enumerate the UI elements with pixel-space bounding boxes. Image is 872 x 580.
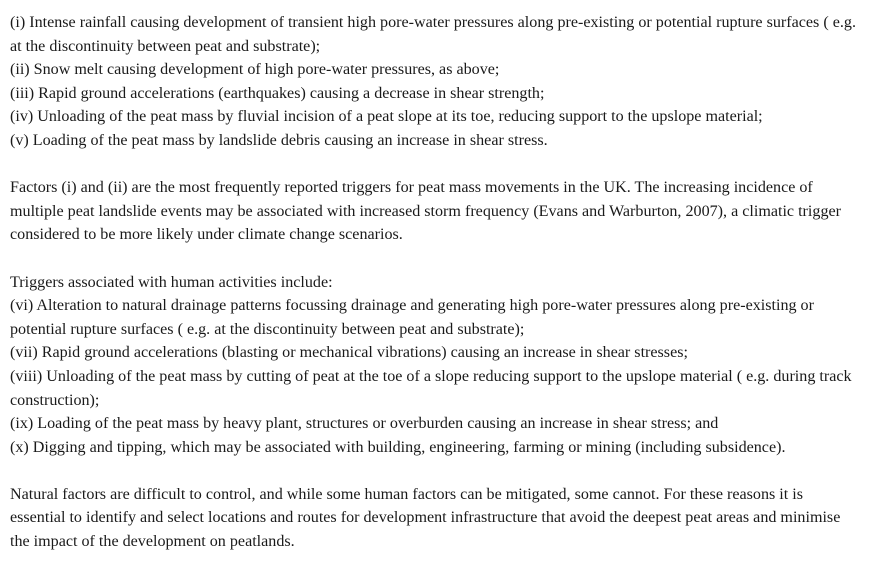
- human-triggers-intro: Triggers associated with human activities include:: [10, 273, 333, 291]
- paragraph-spacer: [10, 153, 862, 177]
- paragraph-spacer: [10, 247, 862, 271]
- list-item: (iv) Unloading of the peat mass by fluvial incision of a peat slope at its toe, reducing support to the upslope material;: [10, 108, 763, 126]
- list-item: (vii) Rapid ground accelerations (blasting or mechanical vibrations) causing an increase in shear stresses;: [10, 344, 688, 362]
- natural-triggers-list: [10, 11, 862, 153]
- paragraph-spacer: [10, 459, 862, 483]
- human-triggers-section: [10, 271, 862, 460]
- list-item: (v) Loading of the peat mass by landslide debris causing an increase in shear stress.: [10, 131, 548, 149]
- document-body: [10, 11, 862, 554]
- conclusion-paragraph: Natural factors are difficult to control, and while some human factors can be mitigated, some cannot. For these reasons it is essential to identify and select locations and routes for development infrastructure that avoid the deepest peat areas and minimise the impact of the development on peatlands.: [10, 485, 841, 551]
- list-item: (ix) Loading of the peat mass by heavy plant, structures or overburden causing an increase in shear stress; and: [10, 415, 719, 433]
- factors-paragraph: Factors (i) and (ii) are the most frequently reported triggers for peat mass movements in the UK. The increasing incidence of multiple peat landslide events may be associated with increased storm frequency (Evans and Warburton, 2007), a climatic trigger considered to be more likely under climate change scenarios.: [10, 179, 841, 244]
- list-item: (viii) Unloading of the peat mass by cutting of peat at the toe of a slope reducing support to the upslope material ( e.g. during track construction);: [10, 367, 852, 409]
- list-item: (ii) Snow melt causing development of high pore-water pressures, as above;: [10, 61, 500, 79]
- list-item: (vi) Alteration to natural drainage patterns focussing drainage and generating high pore-water pressures along pre-existing or potential rupture surfaces ( e.g. at the discontinuity between peat and substrate);: [10, 297, 814, 338]
- list-item: (x) Digging and tipping, which may be associated with building, engineering, farming or mining (including subsidence).: [10, 438, 786, 456]
- list-item: (i) Intense rainfall causing development of transient high pore-water pressures along pre-existing or potential rupture surfaces ( e.g. at the discontinuity between peat and substrate);: [10, 14, 856, 55]
- list-item: (iii) Rapid ground accelerations (earthquakes) causing a decrease in shear strength;: [10, 84, 545, 102]
